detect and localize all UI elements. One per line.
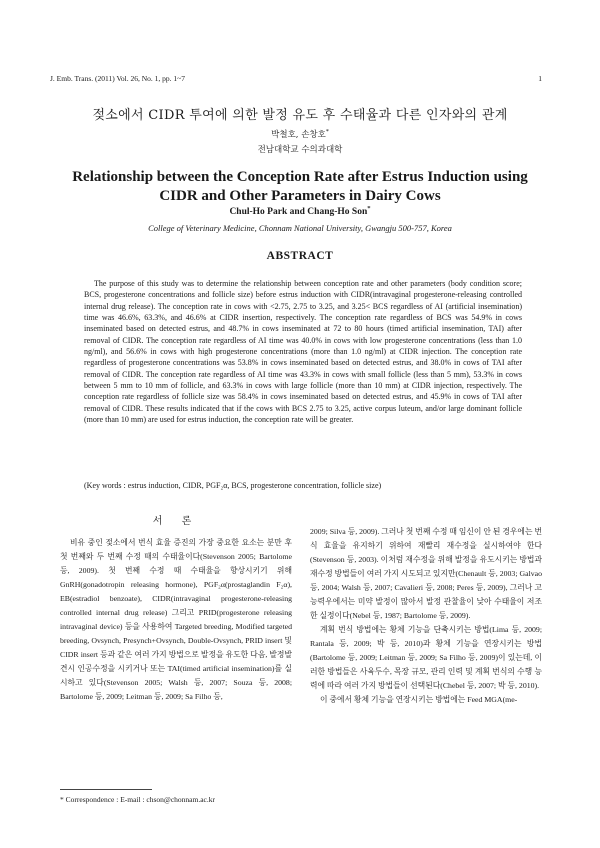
korean-title: 젖소에서 CIDR 투여에 의한 발정 유도 후 수태율과 다른 인자와의 관계	[92, 108, 508, 123]
keywords: (Key words : estrus induction, CIDR, PGF₂α, BCS, progesterone concentration, follicle size)	[84, 481, 382, 490]
abstract-heading: ABSTRACT	[266, 250, 334, 262]
korean-author-names: 박철호, 손창호	[271, 130, 326, 140]
korean-author-mark: *	[325, 128, 329, 136]
body-right-column	[310, 525, 542, 707]
english-title: Relationship between the Conception Rate after Estrus Induction using CIDR and Other Parameters in Dairy Cows	[72, 169, 528, 204]
english-affiliation: College of Veterinary Medicine, Chonnam National University, Gwangju 500-757, Korea	[148, 223, 452, 233]
body-paragraph: 이 중에서 황체 기능을 연장시키는 방법에는 Feed MGA(me-	[320, 695, 518, 704]
english-author-names: Chul-Ho Park and Chang-Ho Son	[229, 207, 368, 217]
body-paragraph: 계획 번식 방법에는 황체 기능을 단축시키는 방법(Lima 등, 2009; Rantala 등, 2009; 박 등, 2010)과 황체 기능을 연장시키는 방법(Bartolome 등, 2009; Leitman 등, 2009; Sa Filho 등, 2009)이 있는데, 이러한 방법들은 사육두수, 목장 규모, 관리 인력 및 계획 번식의 수행 능력에 따라 여러 가지 방법들이 선택된다(Chebel 등, 2007; 박 등, 2010).	[310, 625, 542, 690]
introduction-heading: 서 론	[152, 516, 200, 527]
running-header	[50, 74, 542, 83]
journal-citation: J. Emb. Trans. (2011) Vol. 26, No. 1, pp. 1~7	[50, 74, 185, 83]
english-authors	[0, 204, 600, 217]
abstract-text: The purpose of this study was to determine the relationship between conception rate and other parameters (body condition score; BCS, progesterone concentrations and follicle size) before estrus induction with CIDR(intravaginal progesterone-releasing controlled internal drug release). The conception rate in cows with <2.75, 2.75 to 3.25, and 3.25< BCS regardless of AI (artificial insemination) time was 46.6%, 63.3%, and 46.6% at CIDR insertion, respectively. The conception rate regardless of BCS was 54.9% in cows inseminated based on detected estrus, and 48.7% in cows inseminated at 72 to 80 hours (timed artificial insemination, TAI) after removal of CIDR. The conception rate regardless of AI time was 40.0% in cows with low progesterone concentrations (less than 1.0 ng/ml), and 56.6% in cows with high progesterone concentrations (more than 1.0 ng/ml) at CIDR injection. The conception rate regardless of progesterone concentrations was 53.8% in cows inseminated based on detected estrus, and 38.0% in cows of TAI after removal of CIDR. The conception rate regardless of AI time was 43.3% in cows with small follicle (less than 5 mm), 53.3% in cows between 5 mm to 10 mm of follicle, and 63.3% in cows with large follicle (more than 10 mm) at CIDR injection, respectively. The conception rate regardless of follicle size was 58.4% in cows inseminated based on detected estrus, and 45.9% in cows of TAI after removal of CIDR. These results indicated that if the cows with BCS 2.75 to 3.25, active corpus luteum, and/or large dominant follicle (more than 10 mm) are used for estrus induction, the conception rate will be greater.	[84, 279, 522, 425]
correspondence-footnote: * Correspondence : E-mail : chson@chonnam.ac.kr	[60, 795, 215, 804]
body-paragraph: 2009; Silva 등, 2009). 그러나 첫 번째 수정 때 임신이 안 된 경우에는 번식 효율을 유지하기 위하여 재빨리 재수정을 실시하여야 한다(Stevenson 등, 2003). 이처럼 재수정을 위해 발정을 유도시키는 방법과 재수정 방법들이 여러 가지 시도되고 있지만(Chenault 등, 2003; Galvao 등, 2004; Walsh 등, 2007; Cavalieri 등, 2008; Peres 등, 2009), 그러나 고능력우에서는 미약 발정이 많아서 발정 관찰율이 낮아 수태율이 저조한 실정이다(Nebel 등, 1987; Bartolome 등, 2009).	[310, 527, 542, 620]
english-author-mark: *	[367, 204, 371, 212]
korean-authors	[0, 128, 600, 140]
page-number: 1	[538, 74, 542, 83]
korean-affiliation: 전남대학교 수의과대학	[257, 145, 343, 155]
footnote-divider	[60, 789, 152, 790]
body-left-column: 비유 중인 젖소에서 번식 효율 증진의 가장 중요한 요소는 분만 후 첫 번째와 두 번째 수정 때의 수태율이다(Stevenson 2005; Bartolome 등, 2009). 첫 번째 수정 때 수태율을 향상시키기 위해 GnRH(gonadotropin releasing hormone), PGF₂α(prostaglandin F₂α), EB(estradiol benzoate), CIDR(intravaginal progesterone-releasing controlled internal drug release) 그리고 PRID(progesterone releasing intravaginal device) 등을 사용하여 Targeted breeding, Modified targeted breeding, Ovsynch, Presynch+Ovsynch, Double-Ovsynch, PRID insert 및 CIDR insert 등과 같은 여러 가지 방법으로 발정을 유도한 다음, 발정발견시 인공수정을 시키거나 또는 TAI(timed artificial insemination)를 실시하고 있다(Stevenson 2005; Walsh 등, 2007; Souza 등, 2008; Bartolome 등, 2009; Leitman 등, 2009; Sa Filho 등,	[60, 538, 292, 701]
